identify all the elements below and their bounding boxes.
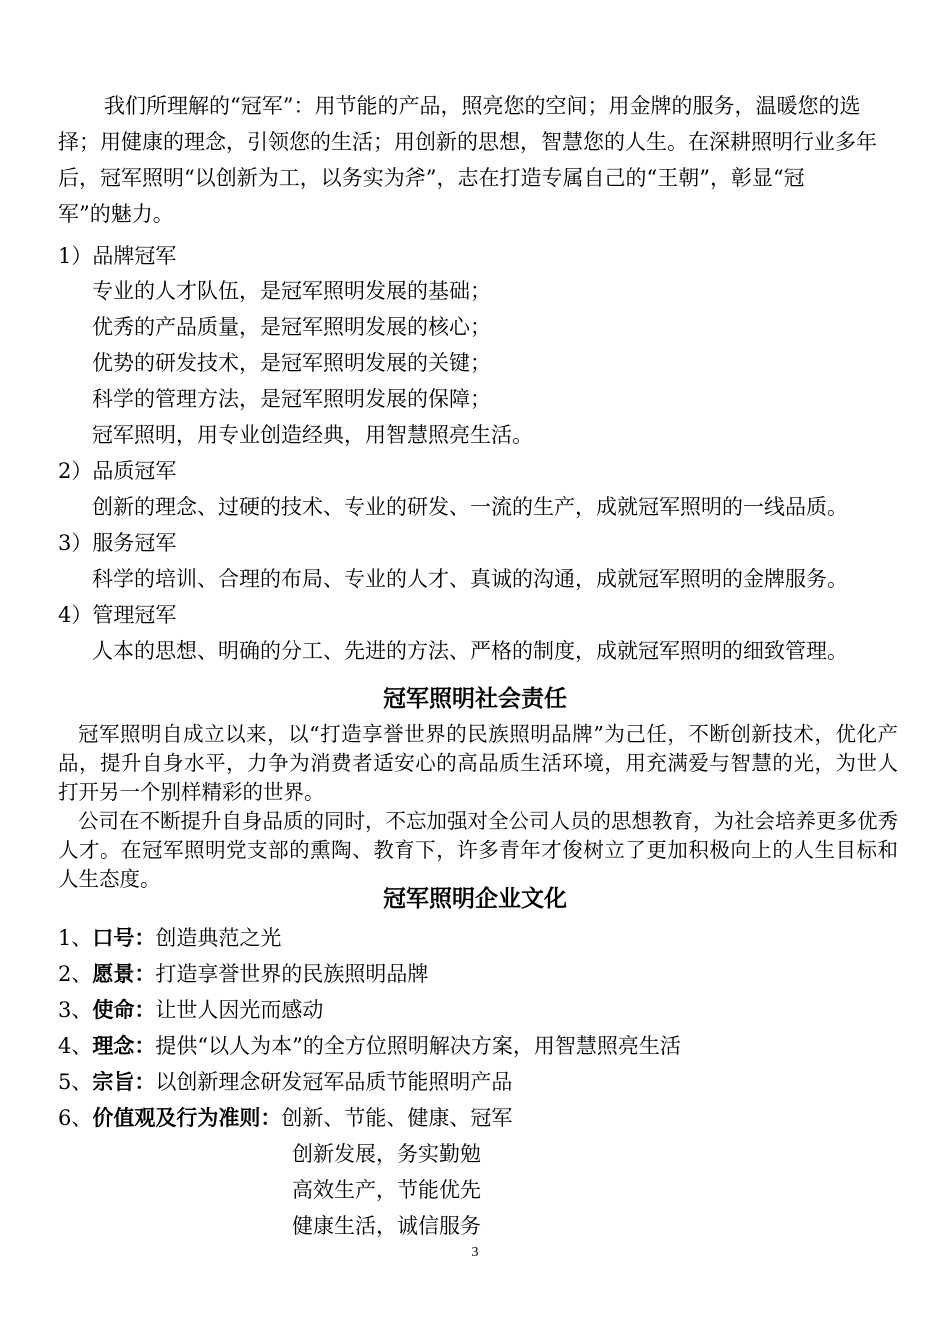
culture-item-text: 打造享誉世界的民族照明品牌 [155,962,429,986]
culture-item [58,956,428,992]
section-heading: 4）管理冠军 [58,603,177,627]
culture-item-number: 5、 [58,1070,93,1094]
culture-item-text: 创造典范之光 [155,926,282,950]
section-heading: 3）服务冠军 [58,531,177,555]
social-title: 冠军照明社会责任 [383,686,567,712]
culture-item-number: 2、 [58,962,93,986]
culture-item [58,1100,512,1136]
culture-item-label: 口号： [92,925,156,950]
section-heading: 2）品质冠军 [58,459,177,483]
values-line: 健康生活，诚信服务 [292,1214,481,1238]
section-line: 专业的人才队伍，是冠军照明发展的基础； [92,279,491,303]
page-number: 3 [471,1245,479,1260]
culture-item [58,1028,681,1064]
section-line: 科学的培训、合理的布局、专业的人才、真诚的沟通，成就冠军照明的金牌服务。 [92,567,848,591]
section-line: 优势的研发技术，是冠军照明发展的关键； [92,351,491,375]
intro-line: 后，冠军照明“以创新为工，以务实为斧”，志在打造专属自己的“王朝”，彰显“冠 [58,166,805,190]
culture-item-text: 让世人因光而感动 [155,998,324,1022]
section-line: 人本的思想、明确的分工、先进的方法、严格的制度，成就冠军照明的细致管理。 [92,639,848,663]
culture-item-text: 创新、节能、健康、冠军 [281,1106,513,1130]
culture-item [58,992,323,1028]
culture-item-number: 6、 [58,1106,93,1130]
culture-item-text: 以创新理念研发冠军品质节能照明产品 [155,1070,513,1094]
culture-item-label: 宗旨： [92,1069,156,1094]
culture-item-number: 3、 [58,998,93,1022]
section-line: 优秀的产品质量，是冠军照明发展的核心； [92,315,491,339]
intro-line: 军”的魅力。 [58,202,174,226]
culture-item [58,1064,512,1100]
intro-line: 我们所理解的“冠军”：用节能的产品，照亮您的空间；用金牌的服务，温暖您的选 [104,94,861,118]
section-heading: 1）品牌冠军 [58,244,177,268]
social-paragraph-1: 冠军照明自成立以来，以“打造享誉世界的民族照明品牌”为己任，不断创新技术，优化产品，提升自身水平，力争为消费者适安心的高品质生活环境，用充满爱与智慧的光，为世人打开另一个别样精彩的世界。 [58,722,898,804]
culture-item-number: 4、 [58,1034,93,1058]
social-paragraph-2: 公司在不断提升自身品质的同时，不忘加强对全公司人员的思想教育，为社会培养更多优秀人才。在冠军照明党支部的熏陶、教育下，许多青年才俊树立了更加积极向上的人生目标和人生态度。 [58,809,898,891]
values-line: 高效生产，节能优先 [292,1178,481,1202]
culture-item-label: 价值观及行为准则： [92,1105,282,1130]
intro-line: 择；用健康的理念，引领您的生活；用创新的思想，智慧您的人生。在深耕照明行业多年 [58,130,877,154]
culture-item-text: 提供“以人为本”的全方位照明解决方案，用智慧照亮生活 [155,1034,681,1058]
culture-item-number: 1、 [58,926,93,950]
culture-item [58,920,281,956]
culture-item-label: 理念： [92,1033,156,1058]
culture-item-label: 愿景： [92,961,156,986]
section-line: 科学的管理方法，是冠军照明发展的保障； [92,387,491,411]
values-line: 创新发展，务实勤勉 [292,1142,481,1166]
culture-item-label: 使命： [92,997,156,1022]
section-line: 创新的理念、过硬的技术、专业的研发、一流的生产，成就冠军照明的一线品质。 [92,495,848,519]
culture-title: 冠军照明企业文化 [383,886,567,912]
section-line: 冠军照明，用专业创造经典，用智慧照亮生活。 [92,423,533,447]
